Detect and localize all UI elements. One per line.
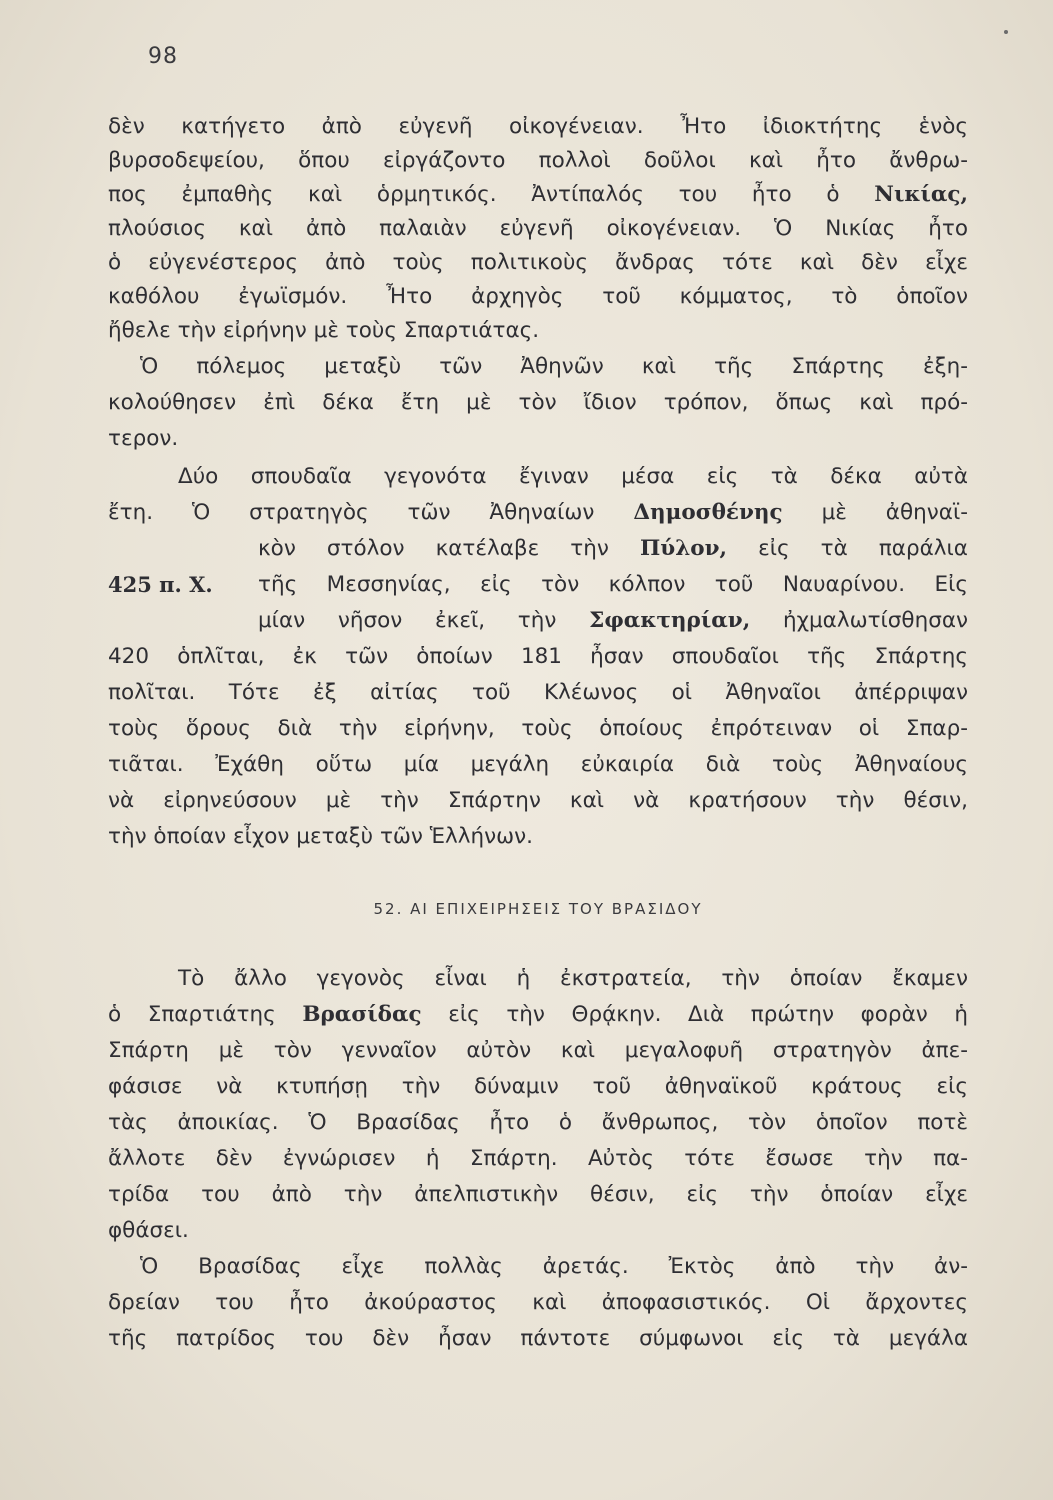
paper-speck [1004, 30, 1008, 34]
text-line: ἔτη. Ὁ στρατηγὸς τῶν Ἀθηναίων Δημοσθένης μὲ ἀθηναϊ- [108, 500, 968, 525]
text-line: τοὺς ὅρους διὰ τὴν εἰρήνην, τοὺς ὁποίους ἐπρότειναν οἱ Σπαρ- [108, 716, 968, 741]
text-line: ἄλλοτε δὲν ἐγνώρισεν ἡ Σπάρτη. Αὐτὸς τότε ἔσωσε τὴν πα- [108, 1146, 968, 1171]
text-line: νὰ εἰρηνεύσουν μὲ τὴν Σπάρτην καὶ νὰ κρατήσουν τὴν θέσιν, [108, 788, 968, 813]
text-line: τῆς πατρίδος του δὲν ἦσαν πάντοτε σύμφωνοι εἰς τὰ μεγάλα [108, 1326, 968, 1351]
text-line: δρείαν του ἦτο ἀκούραστος καὶ ἀποφασιστικός. Οἱ ἄρχοντες [108, 1290, 968, 1315]
text-line: κὸν στόλον κατέλαβε τὴν Πύλον, εἰς τὰ παράλια [258, 536, 968, 561]
text-line: τὴν ὁποίαν εἶχον μεταξὺ τῶν Ἑλλήνων. [108, 824, 533, 849]
text-line: Ὁ πόλεμος μεταξὺ τῶν Ἀθηνῶν καὶ τῆς Σπάρτης ἐξη- [140, 354, 968, 379]
text-line: πολῖται. Τότε ἐξ αἰτίας τοῦ Κλέωνος οἱ Ἀθηναῖοι ἀπέρριψαν [108, 680, 968, 705]
name-nikias: Νικίας, [874, 182, 968, 207]
text-line: 420 ὁπλῖται, ἐκ τῶν ὁποίων 181 ἦσαν σπουδαῖοι τῆς Σπάρτης [108, 644, 968, 669]
name-brasidas: Βρασίδας [302, 1002, 422, 1027]
place-pylos: Πύλον, [639, 536, 728, 561]
text-line: κολούθησεν ἐπὶ δέκα ἔτη μὲ τὸν ἴδιον τρόπον, ὅπως καὶ πρό- [108, 390, 968, 415]
text-line: φθάσει. [108, 1218, 189, 1243]
text-line: καθόλου ἐγωϊσμόν. Ἦτο ἀρχηγὸς τοῦ κόμματος, τὸ ὁποῖον [108, 284, 968, 309]
text-line: τιᾶται. Ἐχάθη οὕτω μία μεγάλη εὐκαιρία διὰ τοὺς Ἀθηναίους [108, 752, 968, 777]
text-line: μίαν νῆσον ἐκεῖ, τὴν Σφακτηρίαν, ἠχμαλωτίσθησαν [258, 608, 969, 633]
text-line: βυρσοδεψείου, ὅπου εἰργάζοντο πολλοὶ δοῦλοι καὶ ἦτο ἄνθρω- [108, 148, 968, 173]
text-line: ὁ εὐγενέστερος ἀπὸ τοὺς πολιτικοὺς ἄνδρας τότε καὶ δὲν εἶχε [108, 250, 968, 275]
text-line: τὰς ἀποικίας. Ὁ Βρασίδας ἦτο ὁ ἄνθρωπος, τὸν ὁποῖον ποτὲ [108, 1110, 968, 1135]
text-line: φάσισε νὰ κτυπήσῃ τὴν δύναμιν τοῦ ἀθηναϊκοῦ κράτους εἰς [108, 1074, 968, 1099]
text-line: τερον. [108, 426, 179, 451]
place-sphacteria: Σφακτηρίαν, [589, 608, 751, 633]
text-line: Ὁ Βρασίδας εἶχε πολλὰς ἀρετάς. Ἐκτὸς ἀπὸ τὴν ἀν- [140, 1254, 968, 1279]
text-line: Σπάρτη μὲ τὸν γενναῖον αὐτὸν καὶ μεγαλοφυῆ στρατηγὸν ἀπε- [108, 1038, 968, 1063]
text-line: Τὸ ἄλλο γεγονὸς εἶναι ἡ ἐκστρατεία, τὴν ὁποίαν ἔκαμεν [178, 966, 968, 991]
text-line: τρίδα του ἀπὸ τὴν ἀπελπιστικὴν θέσιν, εἰς τὴν ὁποίαν εἶχε [108, 1182, 968, 1207]
text-line: ὁ Σπαρτιάτης Βρασίδας εἰς τὴν Θρᾴκην. Διὰ πρώτην φορὰν ἡ [108, 1002, 968, 1027]
text-line: ἤθελε τὴν εἰρήνην μὲ τοὺς Σπαρτιάτας. [108, 318, 540, 343]
text-line: πος ἐμπαθὴς καὶ ὁρμητικός. Ἀντίπαλός του ἦτο ὁ Νικίας, [108, 182, 968, 207]
name-demosthenes: Δημοσθένης [633, 500, 783, 525]
text-line: δὲν κατήγετο ἀπὸ εὐγενῆ οἰκογένειαν. Ἦτο ἰδιοκτήτης ἑνὸς [108, 114, 968, 139]
text-line: πλούσιος καὶ ἀπὸ παλαιὰν εὐγενῆ οἰκογένειαν. Ὁ Νικίας ἦτο [108, 216, 968, 241]
section-heading: 52. ΑΙ ΕΠΙΧΕΙΡΗΣΕΙΣ ΤΟΥ ΒΡΑΣΙΔΟΥ [373, 900, 703, 918]
margin-date-note: 425 π. Χ. [108, 572, 213, 597]
page-number: 98 [148, 44, 178, 69]
text-line: Δύο σπουδαῖα γεγονότα ἔγιναν μέσα εἰς τὰ δέκα αὐτὰ [178, 464, 968, 489]
text-line: τῆς Μεσσηνίας, εἰς τὸν κόλπον τοῦ Ναυαρίνου. Εἰς [258, 572, 968, 597]
